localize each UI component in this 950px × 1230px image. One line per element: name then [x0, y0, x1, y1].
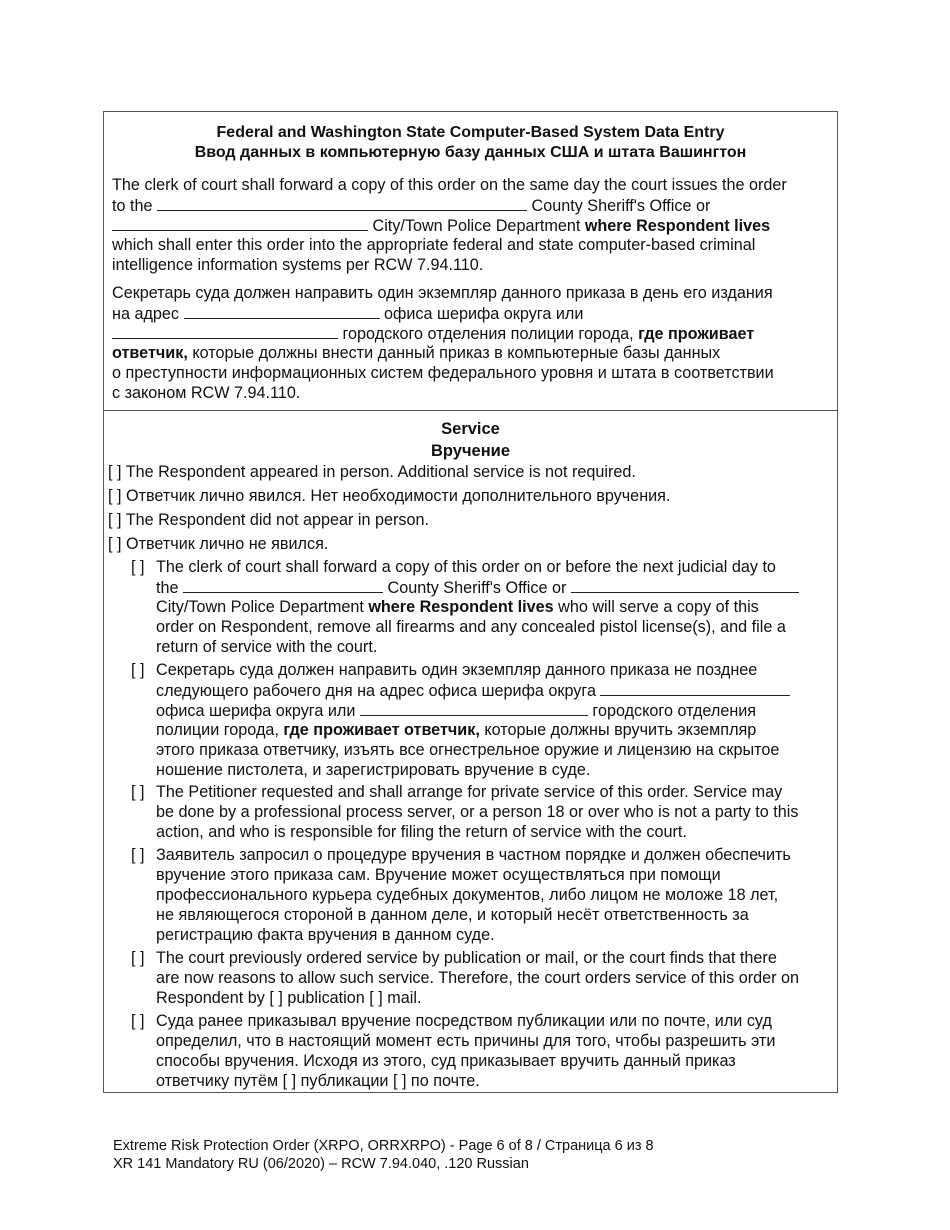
- city-blank-field[interactable]: [571, 578, 799, 593]
- option-not-appeared-en[interactable]: [ ] The Respondent did not appear in person.: [108, 511, 429, 529]
- text-line: return of service with the court.: [156, 638, 378, 656]
- option-appeared-en[interactable]: [ ] The Respondent appeared in person. Additional service is not required.: [108, 463, 636, 481]
- text-line: Секретарь суда должен направить один экземпляр данного приказа не позднее: [156, 661, 758, 679]
- checkbox[interactable]: [ ]: [131, 783, 145, 801]
- text-line: are now reasons to allow such service. Therefore, the court orders service of this order on: [156, 969, 800, 987]
- footer-line-1: Extreme Risk Protection Order (XRPO, ORRXRPO) - Page 6 of 8 / Страница 6 из 8: [113, 1138, 654, 1154]
- bold-text: where Respondent lives: [368, 598, 554, 616]
- checkbox[interactable]: [ ]: [131, 1012, 145, 1030]
- text-line: регистрацию факта вручения в данном суде.: [156, 926, 495, 944]
- checkbox[interactable]: [ ]: [131, 846, 145, 864]
- text-fragment: городского отделения: [592, 702, 757, 720]
- text-line: профессионального курьера судебных документов, либо лицом не моложе 18 лет,: [156, 886, 779, 904]
- footer-line-2: XR 141 Mandatory RU (06/2020) – RCW 7.94.040, .120 Russian: [113, 1156, 529, 1172]
- text-fragment: who will serve a copy of this: [558, 598, 759, 616]
- text-line: Секретарь суда должен направить один экземпляр данного приказа в день его издания: [112, 284, 773, 302]
- text-line: The court previously ordered service by publication or mail, or the court finds that there: [156, 949, 777, 967]
- text-line: определил, что в настоящий момент есть причины для того, чтобы разрешить эти: [156, 1032, 776, 1050]
- text-line: The clerk of court shall forward a copy of this order on or before the next judicial day to: [156, 558, 776, 576]
- text-fragment: to the: [112, 197, 153, 215]
- data-entry-paragraph-ru: [112, 284, 836, 404]
- text-line: этого приказа ответчику, изъять все огнестрельное оружие и лицензию на скрытое: [156, 741, 780, 759]
- bold-text: где проживает ответчик,: [283, 721, 480, 739]
- text-line: intelligence information systems per RCW 7.94.110.: [112, 256, 484, 274]
- bold-text: ответчик,: [112, 344, 188, 362]
- text-fragment: которые должны внести данный приказ в компьютерные базы данных: [192, 344, 721, 362]
- form-box: [103, 111, 838, 1093]
- text-fragment: офиса шерифа округа или: [156, 702, 356, 720]
- text-line: be done by a professional process server, or a person 18 or over who is not a party to this: [156, 803, 799, 821]
- text-line: не являющегося стороной в данном деле, и который несёт ответственность за: [156, 906, 749, 924]
- data-entry-title-ru: Ввод данных в компьютерную базу данных США и штата Вашингтон: [194, 144, 747, 161]
- text-line: о преступности информационных систем федерального уровня и штата в соответствии: [112, 364, 774, 382]
- text-line: The clerk of court shall forward a copy of this order on the same day the court issues the order: [112, 176, 787, 194]
- text-line: Суда ранее приказывал вручение посредством публикации или по почте, или суд: [156, 1012, 772, 1030]
- text-line: способы вручения. Исходя из этого, суд приказывает вручить данный приказ: [156, 1052, 736, 1070]
- text-line: action, and who is responsible for filing the return of service with the court.: [156, 823, 687, 841]
- text-line: ношение пистолета, и зарегистрировать вручение в суде.: [156, 761, 591, 779]
- text-fragment: офиса шерифа округа или: [384, 305, 584, 323]
- option-not-appeared-ru[interactable]: [ ] Ответчик лично не явился.: [108, 535, 329, 553]
- data-entry-section: [104, 112, 837, 411]
- text-fragment: County Sheriff's Office or: [531, 197, 711, 215]
- data-entry-paragraph-en: [112, 176, 836, 276]
- service-title-ru: Вручение: [431, 442, 510, 460]
- text-line: which shall enter this order into the appropriate federal and state computer-based criminal: [112, 236, 756, 254]
- checkbox[interactable]: [ ]: [131, 949, 145, 967]
- text-fragment: City/Town Police Department: [156, 598, 364, 616]
- text-fragment: County Sheriff's Office or: [387, 579, 567, 597]
- text-fragment: городского отделения полиции города,: [342, 325, 634, 343]
- page-footer: [113, 1137, 654, 1173]
- city-blank-field[interactable]: [112, 216, 368, 231]
- text-line: с законом RCW 7.94.110.: [112, 384, 301, 402]
- text-line: вручение этого приказа сам. Вручение может осуществляться при помощи: [156, 866, 721, 884]
- text-line: Respondent by [ ] publication [ ] mail.: [156, 989, 422, 1007]
- text-fragment: the: [156, 579, 179, 597]
- text-line: Заявитель запросил о процедуре вручения в частном порядке и должен обеспечить: [156, 846, 791, 864]
- text-line: order on Respondent, remove all firearms and any concealed pistol license(s), and file a: [156, 618, 786, 636]
- option-appeared-ru[interactable]: [ ] Ответчик лично явился. Нет необходимости дополнительного вручения.: [108, 487, 671, 505]
- bold-text: где проживает: [638, 325, 755, 343]
- city-blank-field-ru[interactable]: [360, 701, 588, 716]
- text-line: ответчику путём [ ] публикации [ ] по почте.: [156, 1072, 480, 1090]
- county-blank-field[interactable]: [157, 196, 527, 211]
- county-blank-field-ru[interactable]: [600, 681, 790, 696]
- county-blank-field[interactable]: [183, 578, 383, 593]
- checkbox[interactable]: [ ]: [131, 558, 145, 576]
- text-line: The Petitioner requested and shall arrange for private service of this order. Service may: [156, 783, 783, 801]
- service-title-en: Service: [441, 420, 500, 438]
- city-blank-field-ru[interactable]: [112, 324, 338, 339]
- checkbox[interactable]: [ ]: [131, 661, 145, 679]
- county-blank-field-ru[interactable]: [184, 304, 380, 319]
- data-entry-title-en: Federal and Washington State Computer-Based System Data Entry: [216, 124, 725, 141]
- text-fragment: следующего рабочего дня на адрес офиса шерифа округа: [156, 682, 596, 700]
- text-fragment: полиции города,: [156, 721, 279, 739]
- text-fragment: City/Town Police Department: [372, 217, 581, 235]
- text-fragment: которые должны вручить экземпляр: [484, 721, 757, 739]
- bold-text: where Respondent lives: [584, 217, 771, 235]
- text-fragment: на адрес: [112, 305, 179, 323]
